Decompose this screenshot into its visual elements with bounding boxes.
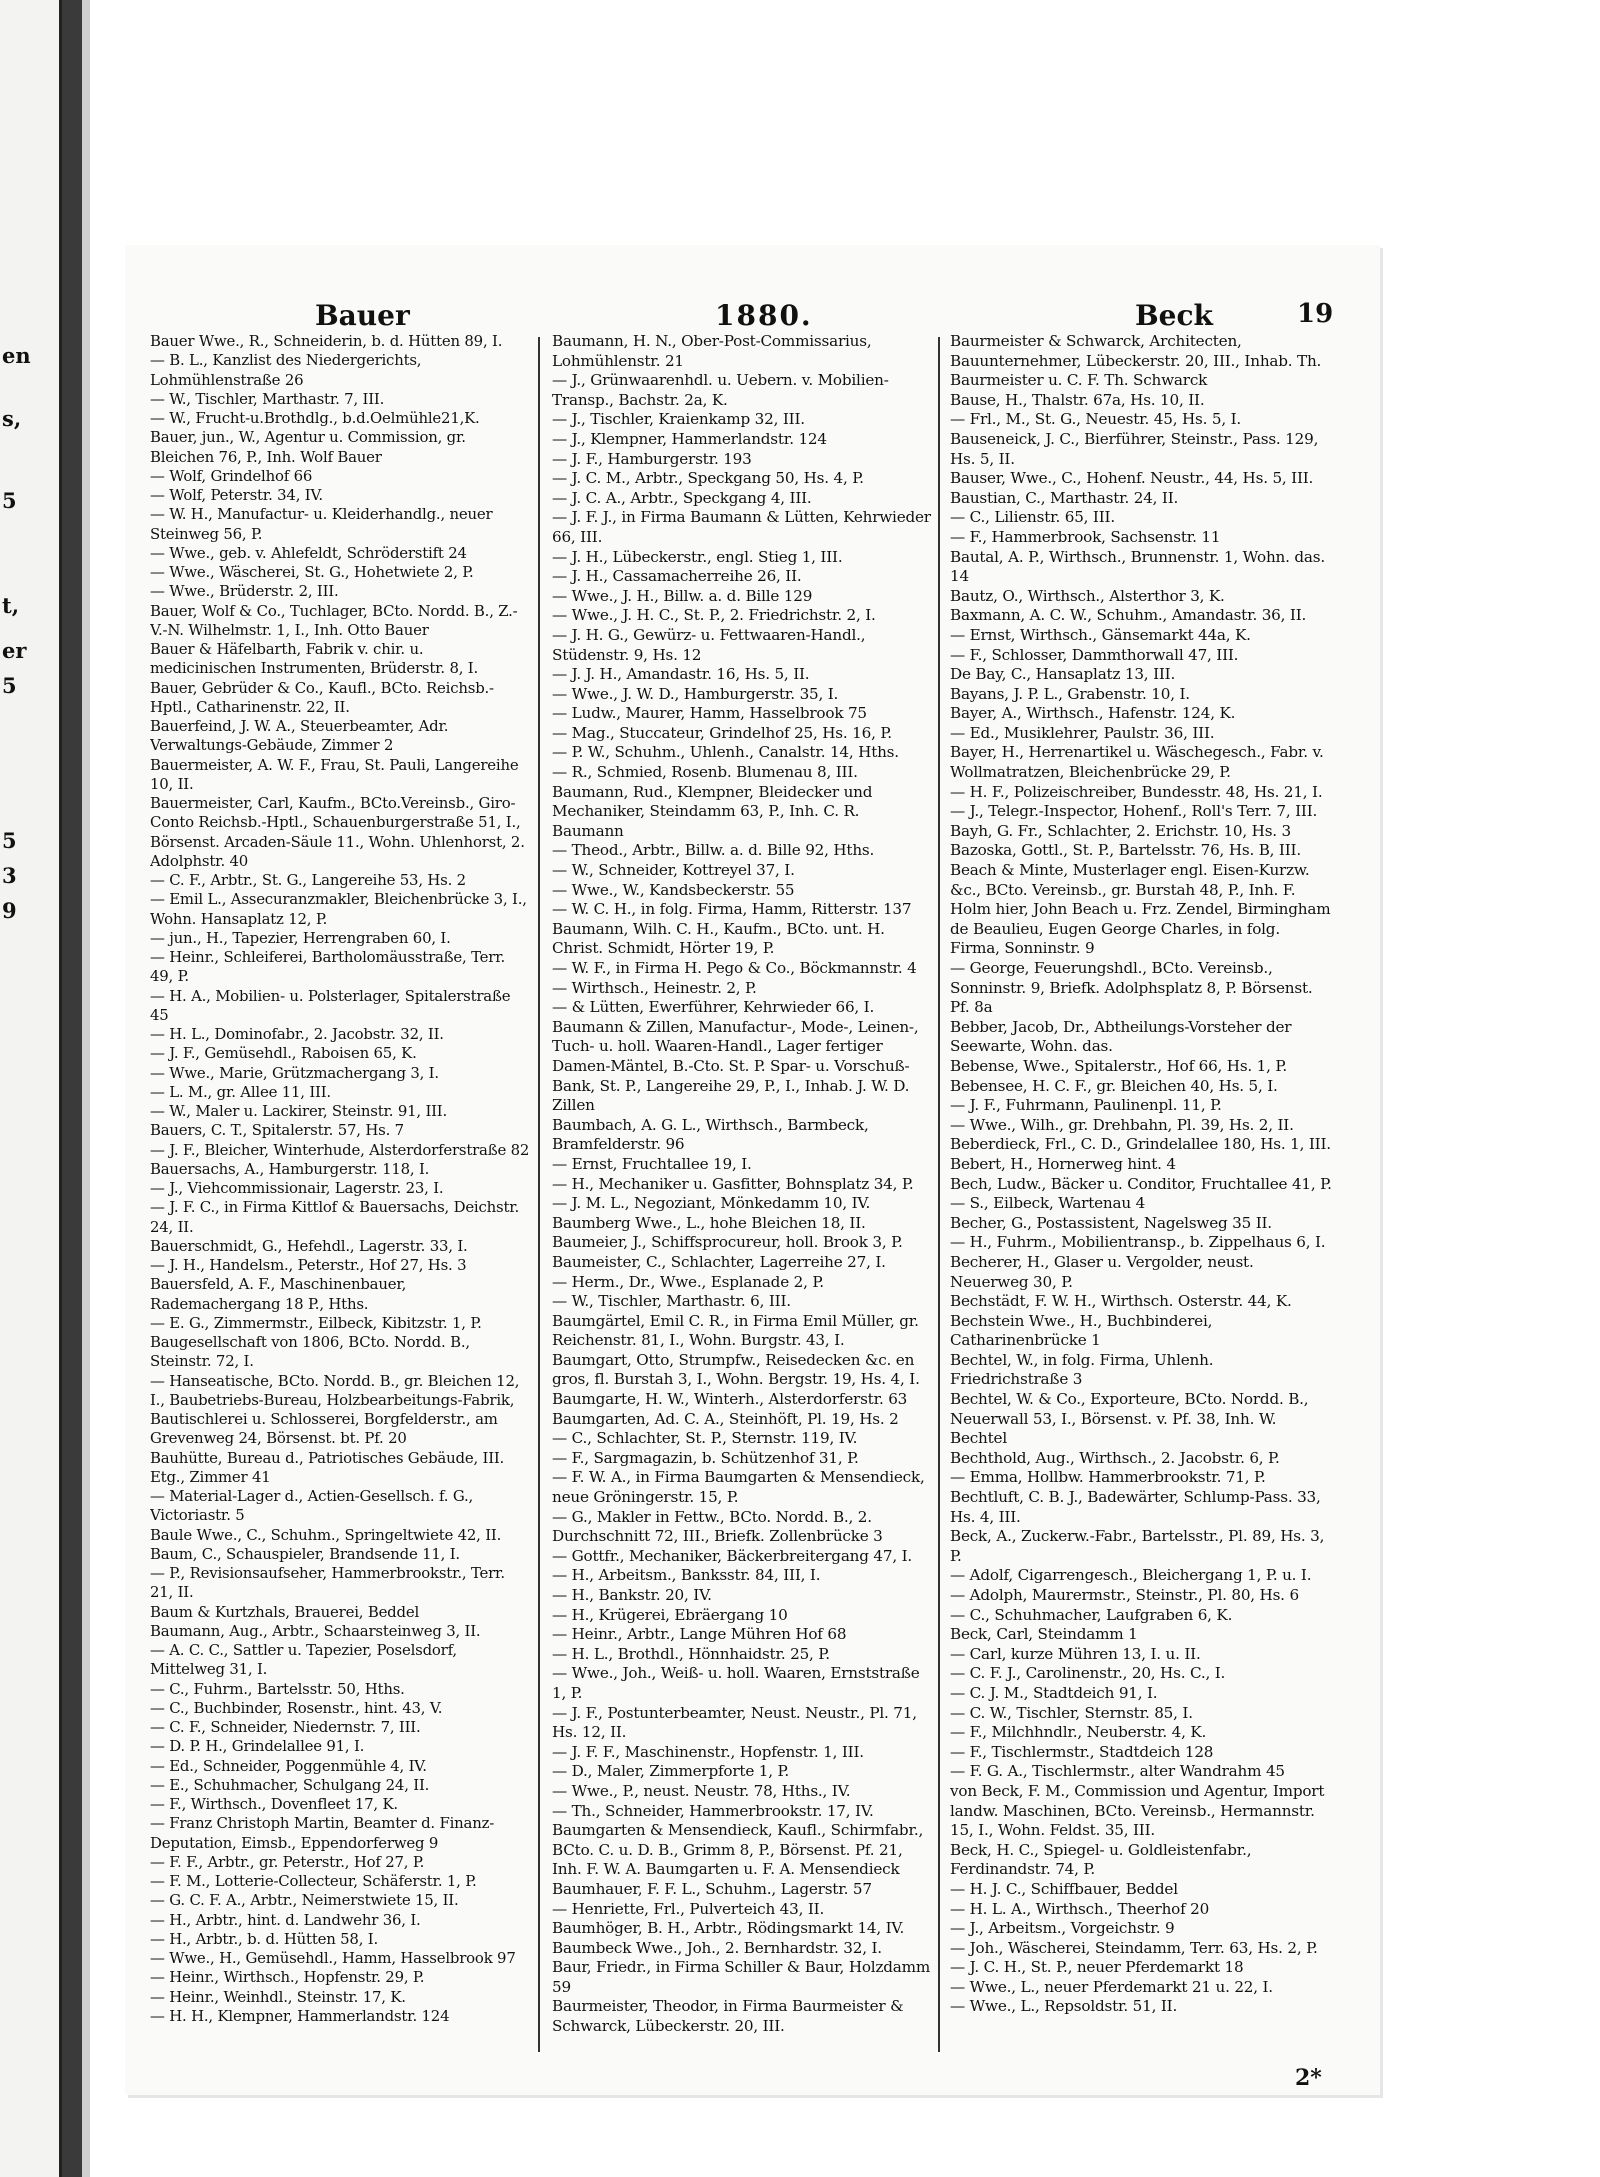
- directory-entry: Beck, H. C., Spiegel- u. Goldleistenfabr., Ferdinandstr. 74, P.: [950, 1840, 1252, 1879]
- directory-entry: Bebensee, H. C. F., gr. Bleichen 40, Hs. 5, I.: [950, 1076, 1278, 1095]
- directory-entry: — A. C. C., Sattler u. Tapezier, Poselsdorf, Mittelweg 31, I.: [150, 1641, 457, 1679]
- directory-entry: — Carl, kurze Mühren 13, I. u. II.: [950, 1644, 1201, 1663]
- directory-entry: — J. H., Cassamacherreihe 26, II.: [552, 567, 802, 586]
- directory-entry: — H. L. A., Wirthsch., Theerhof 20: [950, 1899, 1210, 1918]
- directory-entry: — H. J. C., Schiffbauer, Beddel: [950, 1879, 1178, 1898]
- header-left-keyword: Bauer: [315, 299, 410, 332]
- directory-entry: — J. C. A., Arbtr., Speckgang 4, III.: [552, 488, 812, 507]
- book-gutter: [62, 0, 82, 2177]
- directory-entry: — H., Arbtr., b. d. Hütten 58, I.: [150, 1929, 378, 1948]
- directory-entry: — J. F., Postunterbeamter, Neust. Neustr., Pl. 71, Hs. 12, II.: [552, 1703, 917, 1742]
- directory-entry: Baumbach, A. G. L., Wirthsch., Barmbeck, Bramfelderstr. 96: [552, 1115, 869, 1154]
- directory-entry: — Ernst, Fruchtallee 19, I.: [552, 1154, 752, 1173]
- directory-entry: Baumann, H. N., Ober-Post-Commissarius, Lohmühlenstr. 21: [552, 332, 872, 370]
- directory-entry: Bechtel, W. & Co., Exporteure, BCto. Nordd. B., Neuerwall 53, I., Börsenst. v. Pf. 38, Inh. W. Bechtel: [950, 1390, 1309, 1448]
- directory-entry: Bauseneick, J. C., Bierführer, Steinstr., Pass. 129, Hs. 5, II.: [950, 429, 1319, 468]
- signature-mark: 2*: [1295, 2065, 1322, 2091]
- fragment-text: 5: [2, 488, 17, 513]
- directory-entry: Bauhütte, Bureau d., Patriotisches Gebäude, III. Etg., Zimmer 41: [150, 1448, 505, 1486]
- directory-entry: — E. G., Zimmermstr., Eilbeck, Kibitzstr. 1, P.: [150, 1313, 482, 1332]
- directory-entry: Bechstein Wwe., H., Buchbinderei, Catharinenbrücke 1: [950, 1311, 1213, 1350]
- fragment-text: 3: [2, 863, 17, 888]
- directory-entry: — Herm., Dr., Wwe., Esplanade 2, P.: [552, 1272, 824, 1291]
- directory-entry: — H. F., Polizeischreiber, Bundesstr. 48, Hs. 21, I.: [950, 782, 1323, 801]
- directory-entry: Bayer, H., Herrenartikel u. Wäschegesch., Fabr. v. Wollmatratzen, Bleichenbrücke 29, P.: [950, 743, 1324, 782]
- directory-entry: Baumhauer, F. F. L., Schuhm., Lagerstr. 57: [552, 1879, 872, 1898]
- directory-entry: — J. F., Hamburgerstr. 193: [552, 449, 752, 468]
- directory-column-3: [950, 332, 1332, 2052]
- directory-entry: — F., Schlosser, Dammthorwall 47, III.: [950, 645, 1239, 664]
- directory-entry: — Adolph, Maurermstr., Steinstr., Pl. 80, Hs. 6: [950, 1586, 1299, 1604]
- header-year: 1880.: [715, 299, 813, 332]
- directory-entry: — F., Milchhndlr., Neuberstr. 4, K.: [950, 1723, 1207, 1742]
- directory-entry: — H. H., Klempner, Hammerlandstr. 124: [150, 2006, 450, 2025]
- directory-entry: — H., Arbeitsm., Banksstr. 84, III, I.: [552, 1566, 821, 1585]
- directory-entry: — Wwe., J. H. C., St. P., 2. Friedrichstr. 2, I.: [552, 606, 876, 625]
- directory-entry: Bauerschmidt, G., Hefehdl., Lagerstr. 33, I.: [150, 1236, 468, 1255]
- directory-entry: Baumgart, Otto, Strumpfw., Reisedecken &c. en gros, fl. Burstah 3, I., Wohn. Bergstr. 19, Hs. 4, I.: [552, 1350, 920, 1389]
- directory-entry: — F., Wirthsch., Dovenfleet 17, K.: [150, 1795, 398, 1813]
- directory-entry: Baumgarten & Mensendieck, Kaufl., Schirmfabr., BCto. C. u. D. B., Grimm 8, P., Börsenst. Pf. 21, Inh. F. W. A. Baumgarten u. F. A. Mensendieck: [552, 1821, 924, 1879]
- directory-entry: von Beck, F. M., Commission und Agentur, Import landw. Maschinen, BCto. Vereinsb., Hermannstr. 15, I., Wohn. Feldst. 35, III.: [950, 1781, 1325, 1840]
- directory-entry: — H., Fuhrm., Mobilientransp., b. Zippelhaus 6, I.: [950, 1233, 1326, 1252]
- directory-entry: — Wwe., geb. v. Ahlefeldt, Schröderstift 24: [150, 543, 467, 562]
- directory-entry: — F., Sargmagazin, b. Schützenhof 31, P.: [552, 1448, 859, 1467]
- directory-entry: — J. J. H., Amandastr. 16, Hs. 5, II.: [552, 665, 810, 684]
- directory-entry: — Emma, Hollbw. Hammerbrookstr. 71, P.: [950, 1468, 1266, 1487]
- directory-entry: — D. P. H., Grindelallee 91, I.: [150, 1737, 365, 1756]
- directory-column-1: [150, 332, 532, 2052]
- directory-entry: — Ludw., Maurer, Hamm, Hasselbrook 75: [552, 704, 867, 723]
- directory-entry: — J. H. G., Gewürz- u. Fettwaaren-Handl., Stüdenstr. 9, Hs. 12: [552, 625, 866, 664]
- directory-entry: — F., Hammerbrook, Sachsenstr. 11: [950, 527, 1221, 546]
- directory-entry: — R., Schmied, Rosenb. Blumenau 8, III.: [552, 763, 858, 782]
- directory-entry: Baumgärtel, Emil C. R., in Firma Emil Müller, gr. Reichenstr. 81, I., Wohn. Burgstr. 43, I.: [552, 1311, 919, 1350]
- directory-entry: Bechtel, W., in folg. Firma, Uhlenh. Friedrichstraße 3: [950, 1350, 1214, 1389]
- directory-entry: — C. W., Tischler, Sternstr. 85, I.: [950, 1703, 1193, 1722]
- directory-entry: Baurmeister & Schwarck, Architecten, Bauunternehmer, Lübeckerstr. 20, III., Inhab. Th. Baurmeister u. C. F. Th. Schwarck: [950, 332, 1322, 390]
- directory-entry: — H. L., Dominofabr., 2. Jacobstr. 32, II.: [150, 1025, 444, 1043]
- directory-entry: Baumhöger, B. H., Arbtr., Rödingsmarkt 14, IV.: [552, 1919, 905, 1938]
- directory-entry: — Wwe., W., Kandsbeckerstr. 55: [552, 880, 795, 899]
- directory-entry: Baule Wwe., C., Schuhm., Springeltwiete 42, II.: [150, 1525, 502, 1544]
- directory-entry: — Wwe., L., neuer Pferdemarkt 21 u. 22, I.: [950, 1977, 1273, 1996]
- directory-entry: — J. C. M., Arbtr., Speckgang 50, Hs. 4, P.: [552, 469, 864, 488]
- directory-entry: — Emil L., Assecuranzmakler, Bleichenbrücke 3, I., Wohn. Hansaplatz 12, P.: [150, 890, 527, 928]
- directory-entry: — J., Tischler, Kraienkamp 32, III.: [552, 410, 805, 429]
- directory-entry: — P. W., Schuhm., Uhlenh., Canalstr. 14, Hths.: [552, 743, 899, 762]
- directory-entry: — C., Schlachter, St. P., Sternstr. 119, IV.: [552, 1429, 858, 1448]
- directory-entry: — C., Buchbinder, Rosenstr., hint. 43, V.: [150, 1698, 443, 1717]
- directory-entry: — Wwe., H., Gemüsehdl., Hamm, Hasselbrook 97: [150, 1949, 516, 1967]
- column-divider: [538, 337, 540, 2052]
- directory-entry: — Heinr., Arbtr., Lange Mühren Hof 68: [552, 1625, 847, 1644]
- directory-entry: — C., Lilienstr. 65, III.: [950, 508, 1115, 527]
- directory-entry: Becherer, H., Glaser u. Vergolder, neust. Neuerweg 30, P.: [950, 1252, 1254, 1291]
- directory-entry: — Theod., Arbtr., Billw. a. d. Bille 92, Hths.: [552, 841, 875, 860]
- directory-entry: — H., Bankstr. 20, IV.: [552, 1586, 712, 1604]
- directory-entry: — C. F. J., Carolinenstr., 20, Hs. C., I.: [950, 1664, 1226, 1683]
- directory-entry: Bauer & Häfelbarth, Fabrik v. chir. u. medicinischen Instrumenten, Brüderstr. 8, I.: [150, 640, 479, 678]
- directory-entry: Bauermeister, Carl, Kaufm., BCto.Vereinsb., Giro-Conto Reichsb.-Hptl., Schauenburgerstraße 51, I., Börsenst. Arcaden-Säule 11., Wohn. Uhlenhorst, 2. Adolphstr. 40: [150, 794, 525, 870]
- directory-entry: Bauersachs, A., Hamburgerstr. 118, I.: [150, 1159, 430, 1178]
- directory-entry: — F. M., Lotterie-Collecteur, Schäferstr. 1, P.: [150, 1872, 477, 1890]
- directory-entry: — J. H., Lübeckerstr., engl. Stieg 1, III.: [552, 547, 843, 566]
- directory-entry: — J., Viehcommissionair, Lagerstr. 23, I.: [150, 1179, 444, 1197]
- fragment-text: 5: [2, 828, 17, 853]
- directory-entry: Bayh, G. Fr., Schlachter, 2. Erichstr. 10, Hs. 3: [950, 821, 1292, 840]
- directory-entry: — H. L., Brothdl., Hönnhaidstr. 25, P.: [552, 1644, 830, 1663]
- directory-entry: Baurmeister, Theodor, in Firma Baurmeister & Schwarck, Lübeckerstr. 20, III.: [552, 1997, 904, 2036]
- directory-entry: — J. F., Bleicher, Winterhude, Alsterdorferstraße 82: [150, 1140, 530, 1159]
- column-divider: [938, 337, 940, 2052]
- directory-entry: — G. C. F. A., Arbtr., Neimerstwiete 15, II.: [150, 1891, 459, 1910]
- directory-entry: — F., Tischlermstr., Stadtdeich 128: [950, 1742, 1214, 1761]
- directory-entry: — Wirthsch., Heinestr. 2, P.: [552, 978, 757, 997]
- page-number: 19: [1297, 299, 1334, 329]
- fragment-text: er: [2, 638, 27, 663]
- directory-entry: Bauer, jun., W., Agentur u. Commission, gr. Bleichen 76, P., Inh. Wolf Bauer: [150, 428, 466, 466]
- directory-entry: — Material-Lager d., Actien-Gesellsch. f. G., Victoriastr. 5: [150, 1487, 474, 1525]
- directory-entry: — J., Klempner, Hammerlandstr. 124: [552, 429, 827, 448]
- directory-entry: — Hanseatische, BCto. Nordd. B., gr. Bleichen 12, I., Baubetriebs-Bureau, Holzbearbeitungs-Fabrik, Bautischlerei u. Schlosserei, Borgfelderstr., am Grevenweg 24, Börsenst. bt. Pf. 20: [150, 1371, 520, 1448]
- directory-entry: — Wolf, Peterstr. 34, IV.: [150, 486, 323, 504]
- directory-entry: — G., Makler in Fettw., BCto. Nordd. B., 2. Durchschnitt 72, III., Briefk. Zollenbrücke 3: [552, 1507, 883, 1546]
- directory-entry: — W. H., Manufactur- u. Kleiderhandlg., neuer Steinweg 56, P.: [150, 505, 493, 543]
- directory-entry: Bautz, O., Wirthsch., Alsterthor 3, K.: [950, 586, 1225, 605]
- directory-entry: Baumgarte, H. W., Winterh., Alsterdorferstr. 63: [552, 1390, 908, 1409]
- directory-entry: Bebber, Jacob, Dr., Abtheilungs-Vorsteher der Seewarte, Wohn. das.: [950, 1017, 1292, 1056]
- directory-entry: — J., Grünwaarenhdl. u. Uebern. v. Mobilien-Transp., Bachstr. 2a, K.: [552, 371, 889, 409]
- fragment-text: 5: [2, 673, 17, 698]
- directory-column-2: [552, 332, 934, 2052]
- directory-entry: — H., Mechaniker u. Gasfitter, Bohnsplatz 34, P.: [552, 1174, 914, 1193]
- fragment-text: t,: [2, 593, 20, 618]
- directory-entry: Bechtluft, C. B. J., Badewärter, Schlump-Pass. 33, Hs. 4, III.: [950, 1488, 1321, 1526]
- directory-entry: — & Lütten, Ewerführer, Kehrwieder 66, I.: [552, 998, 875, 1017]
- directory-entry: Baum, C., Schauspieler, Brandsende 11, I.: [150, 1544, 460, 1563]
- directory-entry: — D., Maler, Zimmerpforte 1, P.: [552, 1762, 790, 1781]
- directory-entry: — P., Revisionsaufseher, Hammerbrookstr., Terr. 21, II.: [150, 1564, 505, 1602]
- directory-entry: — J. F., Gemüsehdl., Raboisen 65, K.: [150, 1044, 417, 1063]
- directory-entry: Bauermeister, A. W. F., Frau, St. Pauli, Langereihe 10, II.: [150, 755, 519, 793]
- directory-entry: — Wwe., J. W. D., Hamburgerstr. 35, I.: [552, 684, 839, 703]
- directory-entry: — Mag., Stuccateur, Grindelhof 25, Hs. 16, P.: [552, 723, 892, 742]
- directory-entry: — Heinr., Wirthsch., Hopfenstr. 29, P.: [150, 1968, 425, 1987]
- directory-entry: Bauser, Wwe., C., Hohenf. Neustr., 44, Hs. 5, III.: [950, 469, 1314, 488]
- directory-entry: — W. C. H., in folg. Firma, Hamm, Ritterstr. 137: [552, 900, 912, 919]
- directory-entry: — C. F., Arbtr., St. G., Langereihe 53, Hs. 2: [150, 871, 466, 889]
- directory-entry: — J. F., Fuhrmann, Paulinenpl. 11, P.: [950, 1096, 1222, 1115]
- directory-entry: Baumeier, J., Schiffsprocureur, holl. Brook 3, P.: [552, 1233, 903, 1252]
- book-gutter-shadow: [82, 0, 90, 2177]
- directory-entry: Becher, G., Postassistent, Nagelsweg 35 II.: [950, 1213, 1272, 1232]
- directory-entry: — Heinr., Schleiferei, Bartholomäusstraße, Terr. 49, P.: [150, 948, 506, 986]
- directory-entry: — W. F., in Firma H. Pego & Co., Böckmannstr. 4: [552, 959, 917, 977]
- directory-entry: — Henriette, Frl., Pulverteich 43, II.: [552, 1899, 825, 1918]
- directory-entry: — F. G. A., Tischlermstr., alter Wandrahm 45: [950, 1762, 1285, 1781]
- directory-entry: Baustian, C., Marthastr. 24, II.: [950, 488, 1179, 507]
- directory-entry: Bauer, Gebrüder & Co., Kaufl., BCto. Reichsb.-Hptl., Catharinenstr. 22, II.: [150, 678, 494, 716]
- directory-entry: — H., Krügerei, Ebräergang 10: [552, 1605, 788, 1624]
- directory-entry: — Th., Schneider, Hammerbrookstr. 17, IV.: [552, 1801, 874, 1820]
- directory-entry: Bazoska, Gottl., St. P., Bartelsstr. 76, Hs. B, III.: [950, 841, 1301, 860]
- directory-entry: Baur, Friedr., in Firma Schiller & Baur, Holzdamm 59: [552, 1958, 931, 1996]
- directory-entry: De Bay, C., Hansaplatz 13, III.: [950, 665, 1176, 684]
- directory-entry: — J., Arbeitsm., Vorgeichstr. 9: [950, 1919, 1175, 1938]
- header-right-keyword: Beck: [1135, 299, 1213, 332]
- directory-entry: Bauersfeld, A. F., Maschinenbauer, Rademachergang 18 P., Hths.: [150, 1275, 407, 1313]
- page-header: [125, 245, 1380, 330]
- directory-entry: — B. L., Kanzlist des Niedergerichts, Lohmühlenstraße 26: [150, 351, 422, 389]
- directory-entry: — Wwe., J. H., Billw. a. d. Bille 129: [552, 586, 813, 605]
- directory-entry: — Wwe., Wäscherei, St. G., Hohetwiete 2, P.: [150, 563, 474, 581]
- directory-entry: — W., Schneider, Kottreyel 37, I.: [552, 861, 795, 880]
- directory-entry: — F. W. A., in Firma Baumgarten & Mensendieck, neue Gröningerstr. 15, P.: [552, 1468, 925, 1507]
- directory-entry: Bauer Wwe., R., Schneiderin, b. d. Hütten 89, I.: [150, 332, 503, 350]
- directory-entry: Beck, Carl, Steindamm 1: [950, 1625, 1138, 1644]
- directory-entry: — Ernst, Wirthsch., Gänsemarkt 44a, K.: [950, 625, 1251, 644]
- directory-entry: — J., Telegr.-Inspector, Hohenf., Roll's Terr. 7, III.: [950, 802, 1318, 821]
- directory-entry: — Joh., Wäscherei, Steindamm, Terr. 63, Hs. 2, P.: [950, 1938, 1318, 1957]
- directory-entry: Baxmann, A. C. W., Schuhm., Amandastr. 36, II.: [950, 606, 1307, 625]
- directory-entry: — S., Eilbeck, Wartenau 4: [950, 1194, 1146, 1213]
- directory-entry: — W., Tischler, Marthastr. 6, III.: [552, 1292, 791, 1311]
- directory-page: [125, 245, 1380, 2095]
- fragment-text: s,: [2, 406, 22, 431]
- directory-entry: Bayans, J. P. L., Grabenstr. 10, I.: [950, 684, 1190, 703]
- directory-entry: — J. F. J., in Firma Baumann & Lütten, Kehrwieder 66, III.: [552, 508, 931, 546]
- directory-entry: Baumann & Zillen, Manufactur-, Mode-, Leinen-, Tuch- u. holl. Waaren-Handl., Lager fertiger Damen-Mäntel, B.-Cto. St. P. Spar- u. Vorschuß-Bank, St. P., Langereihe 29, P., I., Inhab. J. W. D. Zillen: [552, 1017, 919, 1115]
- directory-entry: — F. F., Arbtr., gr. Peterstr., Hof 27, P.: [150, 1852, 425, 1871]
- directory-entry: Bech, Ludw., Bäcker u. Conditor, Fruchtallee 41, P.: [950, 1174, 1332, 1193]
- directory-entry: — Wwe., P., neust. Neustr. 78, Hths., IV.: [552, 1781, 851, 1800]
- directory-entry: — C. F., Schneider, Niedernstr. 7, III.: [150, 1718, 421, 1736]
- directory-entry: — J. H., Handelsm., Peterstr., Hof 27, Hs. 3: [150, 1256, 467, 1274]
- directory-entry: — J. C. H., St. P., neuer Pferdemarkt 18: [950, 1958, 1244, 1977]
- directory-entry: Baumann, Wilh. C. H., Kaufm., BCto. unt. H. Christ. Schmidt, Hörter 19, P.: [552, 919, 885, 958]
- directory-entry: — W., Maler u. Lackirer, Steinstr. 91, III.: [150, 1102, 448, 1120]
- directory-entry: Beach & Minte, Musterlager engl. Eisen-Kurzw. &c., BCto. Vereinsb., gr. Burstah 48, P., Inh. F. Holm hier, John Beach u. Frz. Zendel, Birmingham: [950, 861, 1331, 919]
- previous-page-edge: [0, 0, 62, 2177]
- directory-entry: Bebense, Wwe., Spitalerstr., Hof 66, Hs. 1, P.: [950, 1056, 1287, 1075]
- fragment-text: en: [2, 343, 31, 368]
- directory-entry: — Wolf, Grindelhof 66: [150, 466, 313, 485]
- directory-entry: — Frl., M., St. G., Neuestr. 45, Hs. 5, I.: [950, 410, 1242, 429]
- directory-entry: — E., Schuhmacher, Schulgang 24, II.: [150, 1775, 430, 1794]
- directory-entry: Baumgarten, Ad. C. A., Steinhöft, Pl. 19, Hs. 2: [552, 1409, 899, 1428]
- directory-entry: Beberdieck, Frl., C. D., Grindelallee 180, Hs. 1, III.: [950, 1135, 1331, 1154]
- directory-entry: — H. A., Mobilien- u. Polsterlager, Spitalerstraße 45: [150, 986, 511, 1024]
- directory-entry: Bauers, C. T., Spitalerstr. 57, Hs. 7: [150, 1121, 404, 1140]
- directory-entry: — Wwe., Marie, Grützmachergang 3, I.: [150, 1063, 439, 1082]
- directory-entry: — George, Feuerungshdl., BCto. Vereinsb., Sonninstr. 9, Briefk. Adolphsplatz 8, P. Börsenst. Pf. 8a: [950, 959, 1313, 1017]
- directory-entry: Bause, H., Thalstr. 67a, Hs. 10, II.: [950, 390, 1205, 409]
- directory-entry: — Franz Christoph Martin, Beamter d. Finanz-Deputation, Eimsb., Eppendorferweg 9: [150, 1814, 495, 1852]
- directory-entry: Bebert, H., Hornerweg hint. 4: [950, 1154, 1176, 1173]
- directory-entry: Baumeister, C., Schlachter, Lagerreihe 27, I.: [552, 1252, 886, 1271]
- directory-entry: Baumann, Aug., Arbtr., Schaarsteinweg 3, II.: [150, 1621, 481, 1640]
- directory-entry: Beck, A., Zuckerw.-Fabr., Bartelsstr., Pl. 89, Hs. 3, P.: [950, 1527, 1325, 1565]
- directory-entry: — L. M., gr. Allee 11, III.: [150, 1082, 331, 1101]
- directory-entry: — J. F. C., in Firma Kittlof & Bauersachs, Deichstr. 24, II.: [150, 1198, 520, 1236]
- directory-entry: — C., Fuhrm., Bartelsstr. 50, Hths.: [150, 1679, 405, 1698]
- directory-entry: Baum & Kurtzhals, Brauerei, Beddel: [150, 1602, 420, 1621]
- directory-entry: — Ed., Musiklehrer, Paulstr. 36, III.: [950, 723, 1215, 742]
- directory-entry: — J. F. F., Maschinenstr., Hopfenstr. 1, III.: [552, 1742, 864, 1761]
- directory-entry: — Heinr., Weinhdl., Steinstr. 17, K.: [150, 1987, 406, 2006]
- directory-entry: — Wwe., Brüderstr. 2, III.: [150, 582, 339, 601]
- directory-entry: Bauerfeind, J. W. A., Steuerbeamter, Adr. Verwaltungs-Gebäude, Zimmer 2: [150, 717, 449, 755]
- directory-entry: — jun., H., Tapezier, Herrengraben 60, I.: [150, 928, 451, 947]
- directory-entry: Bauer, Wolf & Co., Tuchlager, BCto. Nordd. B., Z.-V.-N. Wilhelmstr. 1, I., Inh. Otto Bauer: [150, 601, 518, 639]
- directory-entry: — Gottfr., Mechaniker, Bäckerbreitergang 47, I.: [552, 1546, 913, 1565]
- directory-entry: — J. M. L., Negoziant, Mönkedamm 10, IV.: [552, 1194, 871, 1213]
- directory-entry: — C. J. M., Stadtdeich 91, I.: [950, 1683, 1158, 1702]
- directory-entry: — W., Frucht-u.Brothdlg., b.d.Oelmühle21,K.: [150, 409, 480, 427]
- directory-entry: Bayer, A., Wirthsch., Hafenstr. 124, K.: [950, 704, 1236, 723]
- directory-entry: — H., Arbtr., hint. d. Landwehr 36, I.: [150, 1910, 421, 1929]
- directory-entry: — Wwe., L., Repsoldstr. 51, II.: [950, 1997, 1178, 2016]
- directory-entry: Baugesellschaft von 1806, BCto. Nordd. B., Steinstr. 72, I.: [150, 1333, 470, 1371]
- directory-entry: Baumbeck Wwe., Joh., 2. Bernhardstr. 32, I.: [552, 1938, 882, 1957]
- directory-entry: — W., Tischler, Marthastr. 7, III.: [150, 389, 385, 408]
- directory-entry: Baumberg Wwe., L., hohe Bleichen 18, II.: [552, 1213, 866, 1232]
- directory-entry: Bechthold, Aug., Wirthsch., 2. Jacobstr. 6, P.: [950, 1448, 1280, 1467]
- directory-entry: Bautal, A. P., Wirthsch., Brunnenstr. 1, Wohn. das. 14: [950, 547, 1325, 586]
- fragment-text: 9: [2, 898, 17, 923]
- directory-entry: — Adolf, Cigarrengesch., Bleichergang 1, P. u. I.: [950, 1566, 1312, 1585]
- directory-entry: — Ed., Schneider, Poggenmühle 4, IV.: [150, 1756, 427, 1775]
- directory-entry: Baumann, Rud., Klempner, Bleidecker und Mechaniker, Steindamm 63, P., Inh. C. R. Baumann: [552, 782, 873, 840]
- directory-entry: — Wwe., Wilh., gr. Drehbahn, Pl. 39, Hs. 2, II.: [950, 1115, 1294, 1134]
- directory-entry: Bechstädt, F. W. H., Wirthsch. Osterstr. 44, K.: [950, 1292, 1292, 1311]
- directory-entry: — Wwe., Joh., Weiß- u. holl. Waaren, Ernststraße 1, P.: [552, 1664, 920, 1702]
- directory-entry: — C., Schuhmacher, Laufgraben 6, K.: [950, 1605, 1233, 1624]
- directory-entry: de Beaulieu, Eugen George Charles, in folg. Firma, Sonninstr. 9: [950, 919, 1280, 958]
